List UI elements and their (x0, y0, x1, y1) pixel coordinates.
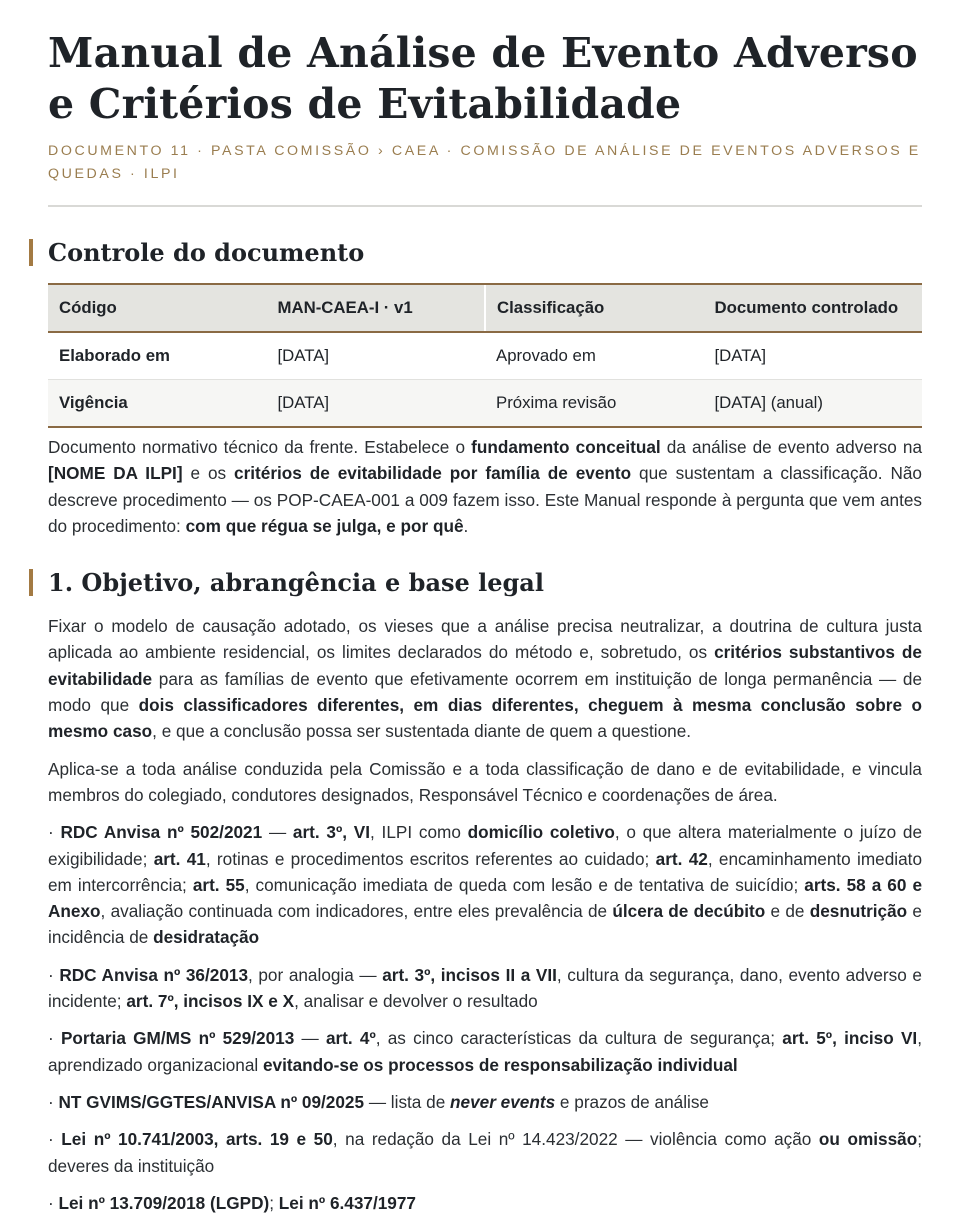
control-table-row (48, 332, 922, 380)
control-cell: [DATA] (anual) (704, 380, 923, 428)
text-run: , analisar e devolver o resultado (294, 991, 538, 1012)
control-cell: Código (48, 284, 267, 332)
legal-basis-item (48, 1025, 922, 1078)
text-run: e de (765, 901, 810, 922)
text-run: — (294, 1028, 326, 1049)
legal-basis-item (48, 1089, 922, 1115)
bold-italic-run: never events (450, 1091, 556, 1112)
bold-run: dois classificadores diferentes, em dias diferentes, cheguem à mesma conclusão sobre o mesmo caso (48, 695, 922, 742)
bold-run: com que régua se julga, e por quê (185, 515, 464, 536)
bold-run: art. 41 (153, 848, 206, 869)
bold-run: art. 3º, incisos II a VII (382, 964, 557, 985)
header-divider (48, 205, 922, 207)
bold-run: úlcera de decúbito (612, 901, 766, 922)
document-subtitle: DOCUMENTO 11 · PASTA COMISSÃO › CAEA · COMISSÃO DE ANÁLISE DE EVENTOS ADVERSOS E QUEDAS · ILPI (48, 143, 921, 182)
bold-run: fundamento conceitual (471, 437, 661, 457)
text-run: e incidência de (48, 901, 922, 948)
bullet-marker: · (48, 1091, 59, 1112)
legal-basis-item (48, 819, 922, 950)
legal-basis-item (48, 962, 922, 1015)
bullet-marker: · (48, 1192, 59, 1213)
bold-run: RDC Anvisa nº 36/2013 (59, 964, 248, 985)
control-cell: [DATA] (267, 380, 486, 428)
bold-run: art. 42 (655, 848, 708, 869)
control-table-header-row (48, 284, 922, 332)
text-run: — lista de (364, 1091, 451, 1112)
bold-run: Lei nº 6.437/1977 (278, 1192, 416, 1213)
text-run: , avaliação continuada com indicadores, entre eles prevalência de (100, 901, 613, 922)
control-table-row (48, 380, 922, 428)
text-run: . (463, 515, 469, 536)
control-cell: Classificação (485, 284, 704, 332)
text-run: , na redação da Lei nº 14.423/2022 — violência como ação (332, 1129, 819, 1150)
section-heading-control: Controle do documento (48, 238, 922, 268)
text-run: , rotinas e procedimentos escritos referentes ao cuidado; (205, 848, 656, 869)
bold-run: Lei nº 13.709/2018 (LGPD) (58, 1192, 270, 1213)
control-cell: Próxima revisão (485, 380, 704, 428)
text-run: , cultura da segurança, dano, evento adverso e incidente; (48, 964, 922, 1012)
text-run: Documento normativo técnico da frente. Estabelece o (48, 437, 472, 457)
text-run: — (262, 822, 293, 843)
bold-run: [NOME DA ILPI] (48, 463, 183, 484)
bullet-marker: · (48, 1028, 61, 1049)
control-cell: Elaborado em (48, 332, 267, 380)
control-cell: Aprovado em (485, 332, 704, 380)
bold-run: art. 5º, inciso VI (782, 1028, 918, 1049)
bold-run: art. 3º, VI (292, 822, 371, 843)
text-run: ; deveres da instituição (48, 1129, 923, 1176)
bold-run: arts. 58 a 60 e Anexo (48, 874, 923, 922)
text-run: Fixar o modelo de causação adotado, os vieses que a análise precisa neutralizar, a doutrina de cultura justa aplicada ao ambiente residencial, os limites declarados do método e, sobretudo, os (48, 616, 922, 663)
control-table (48, 283, 922, 428)
control-cell: [DATA] (267, 332, 486, 380)
text-run: da análise de evento adverso na (660, 437, 923, 457)
bold-run: ou omissão (818, 1129, 918, 1150)
control-cell: Vigência (48, 380, 267, 428)
text-run: e prazos de análise (555, 1091, 709, 1112)
text-run: ; (269, 1192, 279, 1213)
text-run: , ILPI como (370, 822, 468, 843)
bullet-marker: · (48, 964, 60, 985)
bold-run: desidratação (153, 927, 260, 948)
bullet-marker: · (48, 1129, 62, 1150)
intro-paragraph (48, 434, 922, 539)
text-run: que sustentam a classificação. Não descreve procedimento — os POP-CAEA-001 a 009 fazem isso. Este Manual responde à pergunta que vem antes do procedimento: (48, 463, 922, 536)
scope-paragraph: Aplica-se a toda análise conduzida pela Comissão e a toda classificação de dano e de evitabilidade, e vincula membros do colegiado, condutores designados, Responsável Técnico e coordenações de área. (48, 758, 922, 805)
bold-run: art. 7º, incisos IX e X (126, 991, 295, 1012)
text-run: , o que altera materialmente o juízo de exigibilidade; (48, 822, 923, 869)
bold-run: evitando-se os processos de responsabilização individual (263, 1054, 738, 1075)
bold-run: art. 55 (192, 874, 245, 895)
legal-basis-item (48, 1126, 922, 1179)
text-run: , por analogia — (248, 964, 383, 985)
bullet-marker: · (48, 822, 61, 843)
text-run: , as cinco características da cultura de segurança; (375, 1028, 783, 1049)
legal-basis-item (48, 1190, 922, 1216)
bold-run: desnutrição (809, 901, 908, 922)
text-run: , e que a conclusão possa ser sustentada diante de quem a questione. (152, 721, 692, 742)
control-cell: Documento controlado (704, 284, 923, 332)
document-title: Manual de Análise de Evento Adverso e Critérios de Evitabilidade (48, 29, 918, 128)
bold-run: art. 4º (325, 1028, 376, 1049)
bold-run: NT GVIMS/GGTES/ANVISA nº 09/2025 (58, 1091, 365, 1112)
text-run: para as famílias de evento que efetivamente ocorrem em instituição de longa permanência — de modo que (48, 668, 922, 716)
text-run: , aprendizado organizacional (48, 1028, 922, 1075)
text-run: , comunicação imediata de queda com lesão e de tentativa de suicídio; (244, 874, 805, 895)
bold-run: domicílio coletivo (467, 822, 615, 843)
control-cell: MAN-CAEA-I · v1 (267, 284, 486, 332)
bold-run: RDC Anvisa nº 502/2021 (60, 822, 263, 843)
bold-run: Portaria GM/MS nº 529/2013 (60, 1028, 295, 1049)
objective-paragraph (48, 613, 922, 744)
bold-run: critérios de evitabilidade por família de evento (234, 463, 632, 484)
section-heading-objective: 1. Objetivo, abrangência e base legal (48, 568, 922, 598)
text-run: , encaminhamento imediato em intercorrência; (48, 848, 923, 895)
text-run: e os (182, 463, 235, 484)
bold-run: critérios substantivos de evitabilidade (48, 642, 922, 689)
bold-run: Lei nº 10.741/2003, arts. 19 e 50 (61, 1129, 333, 1150)
control-cell: [DATA] (704, 332, 923, 380)
